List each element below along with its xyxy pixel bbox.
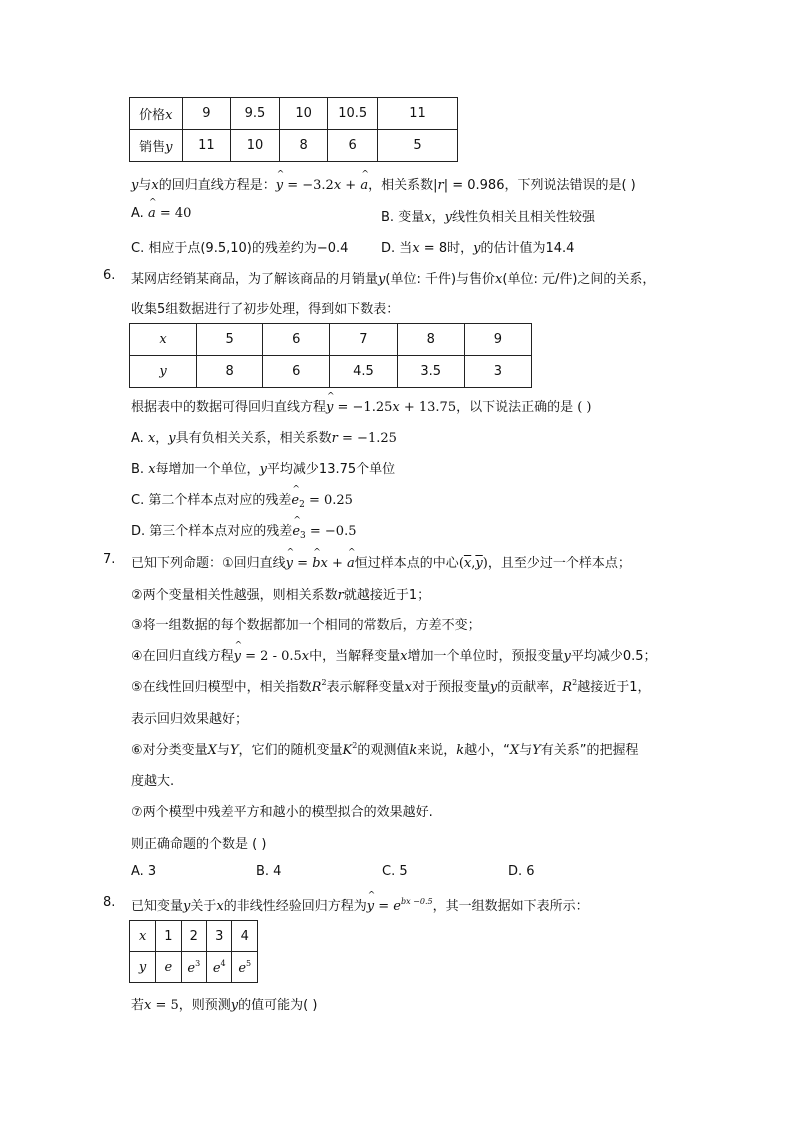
table-cell: $e^3$ <box>181 952 206 983</box>
q6-option-d: D. 第三个样本点对应的残差^ $e_3 = -0.5$ <box>131 520 356 541</box>
q7-item-6: ⑥对分类变量X与Y，它们的随机变量$K^2$的观测值k来说，k越小，“X与Y有关系”的把握程 <box>131 741 639 758</box>
table-cell: 10.5 <box>328 98 378 130</box>
table-cell: x <box>130 921 156 952</box>
table-cell: 价格x <box>130 98 183 130</box>
q8-ask: 若x = 5，则预测y的值可能为( ) <box>131 998 318 1013</box>
table-cell: 8 <box>279 130 328 162</box>
table-cell: 4 <box>232 921 258 952</box>
table-row <box>130 356 532 388</box>
q7-option-a: A. 3 <box>131 864 157 879</box>
table-cell: 销售y <box>130 130 183 162</box>
table-cell: 9 <box>464 324 531 356</box>
table-cell: 3.5 <box>397 356 464 388</box>
q7-item-5: ⑤在线性回归模型中，相关指数$R^2$表示解释变量x对于预报变量y的贡献率，$R^2$越接近于1， <box>131 678 651 695</box>
table-cell: 5 <box>197 324 263 356</box>
q6-option-b: B. x每增加一个单位，y平均减少13.75个单位 <box>131 462 396 477</box>
table-row <box>130 130 458 162</box>
table-cell: 8 <box>197 356 263 388</box>
table-cell: 10 <box>279 98 328 130</box>
q7-number: 7. <box>103 552 116 567</box>
table-cell: $e^5$ <box>232 952 258 983</box>
q5-stem: y与x的回归直线方程是：^ y = −3.2x + ^ a，相关系数|r| = 0.986，下列说法错误的是( ) <box>131 174 636 193</box>
q5-option-a: A. ^ a = 40 <box>131 206 191 221</box>
table-cell: e <box>156 952 181 983</box>
table-cell: y <box>130 952 156 983</box>
price-sales-table <box>129 97 458 162</box>
q7-item-5-cont: 表示回归效果越好； <box>131 712 249 727</box>
table-cell: 10 <box>231 130 280 162</box>
table-row <box>130 98 458 130</box>
table-cell: 6 <box>263 324 330 356</box>
table-cell: 3 <box>464 356 531 388</box>
q6-stem-line1: 某网店经销某商品，为了解该商品的月销量y(单位: 千件)与售价x(单位: 元/件)之间的关系， <box>131 272 656 287</box>
q7-item-3: ③将一组数据的每个数据都加一个相同的常数后，方差不变； <box>131 618 481 633</box>
table-cell: y <box>130 356 197 388</box>
q6-number: 6. <box>103 268 116 283</box>
q7-option-d: D. 6 <box>508 864 535 879</box>
q7-item-6-cont: 度越大. <box>131 774 175 789</box>
table-cell: 6 <box>328 130 378 162</box>
table-row <box>130 921 258 952</box>
q7-option-c: C. 5 <box>382 864 408 879</box>
table-cell: 8 <box>397 324 464 356</box>
table-cell: $e^4$ <box>207 952 232 983</box>
table-cell: 6 <box>263 356 330 388</box>
table-cell: 7 <box>330 324 397 356</box>
q6-option-a: A. x，y具有负相关关系，相关系数r = −1.25 <box>131 431 397 446</box>
table-cell: 2 <box>181 921 206 952</box>
q7-ask: 则正确命题的个数是 ( ) <box>131 837 267 852</box>
table-cell: 11 <box>377 98 457 130</box>
table-row <box>130 324 532 356</box>
q7-stem-line1: 已知下列命题：①回归直线^ y = ^ bx + ^ a恒过样本点的中心$(\overline{x},\overline{y})$，且至少过一个样本点； <box>131 552 631 571</box>
q5-option-c: C. 相应于点(9.5,10)的残差约为−0.4 <box>131 241 349 256</box>
table-row <box>130 952 258 983</box>
table-cell: 9 <box>182 98 231 130</box>
q6-stem-line3: 根据表中的数据可得回归直线方程^ y = −1.25x + 13.75，以下说法正确的是 ( ) <box>131 396 592 415</box>
table-cell: 3 <box>207 921 232 952</box>
table-cell: x <box>130 324 197 356</box>
q5-option-d: D. 当x = 8时，y的估计值为14.4 <box>381 241 575 256</box>
table-cell: 4.5 <box>330 356 397 388</box>
q7-item-4: ④在回归直线方程^ y = 2 - 0.5x中，当解释变量x增加一个单位时，预报变量y平均减少0.5； <box>131 645 657 664</box>
q7-option-b: B. 4 <box>256 864 282 879</box>
table-cell: 9.5 <box>231 98 280 130</box>
table-cell: 1 <box>156 921 181 952</box>
q7-item-7: ⑦两个模型中残差平方和越小的模型拟合的效果越好. <box>131 805 433 820</box>
q6-data-table <box>129 323 532 388</box>
q6-stem-line2: 收集5组数据进行了初步处理，得到如下数表： <box>131 302 400 317</box>
q6-option-c: C. 第二个样本点对应的残差^ $e_2 = 0.25$ <box>131 489 353 510</box>
table-cell: 5 <box>377 130 457 162</box>
q8-number: 8. <box>103 895 116 910</box>
q5-option-b: B. 变量x，y线性负相关且相关性较强 <box>381 210 595 225</box>
q8-stem: 已知变量y关于x的非线性经验回归方程为^ $y = e^{bx -0.5}$，其一组数据如下表所示： <box>131 895 589 914</box>
q7-item-2: ②两个变量相关性越强，则相关系数r就越接近于1； <box>131 588 431 603</box>
q8-data-table <box>129 920 258 983</box>
table-cell: 11 <box>182 130 231 162</box>
